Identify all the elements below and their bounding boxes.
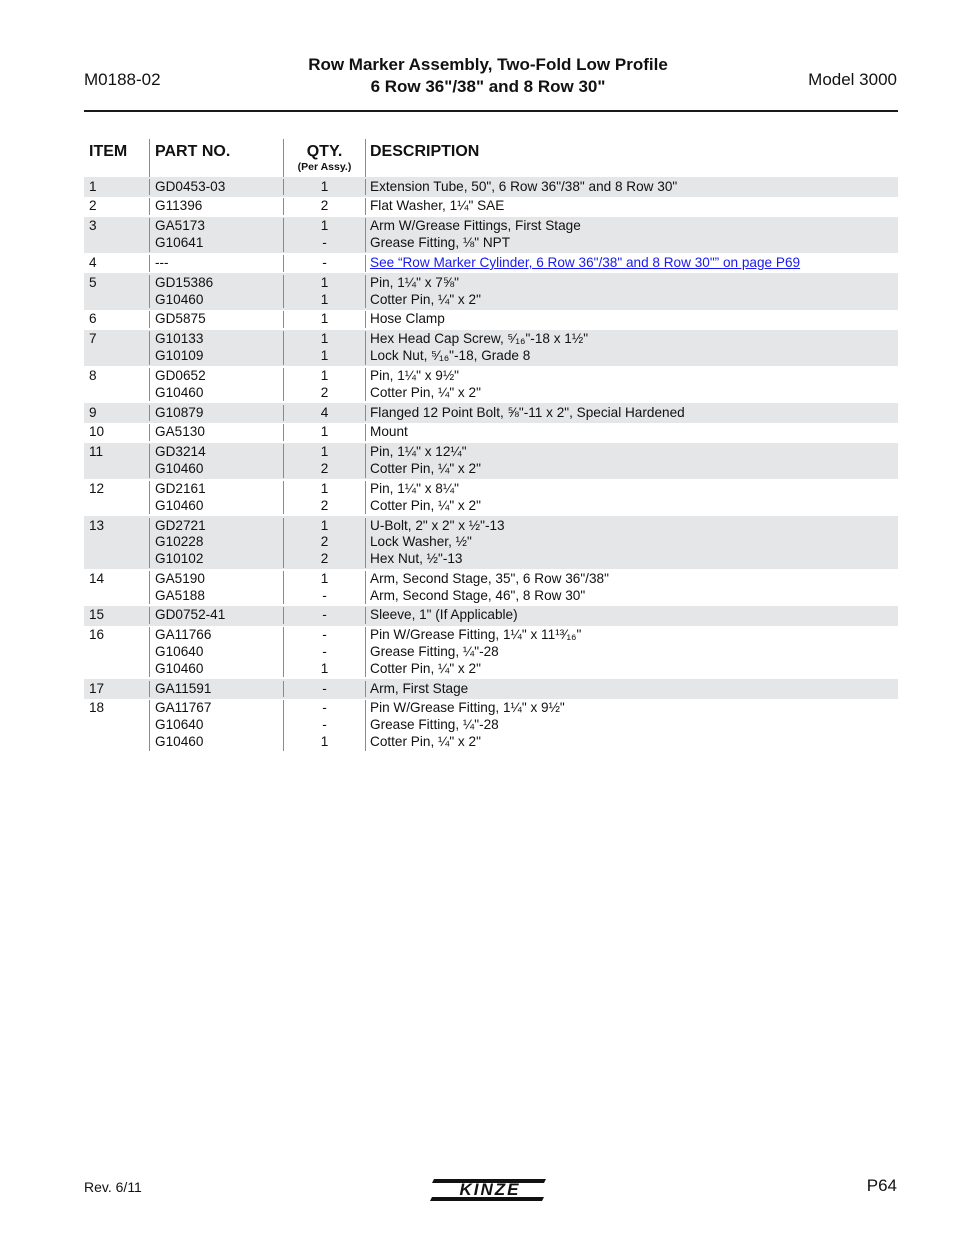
qty-value: 2 bbox=[320, 534, 329, 550]
part-value: G10640 bbox=[155, 643, 204, 659]
item-cell bbox=[84, 198, 149, 215]
parts-table bbox=[84, 139, 898, 752]
item-number: 10 bbox=[89, 424, 105, 440]
table-header bbox=[84, 139, 898, 177]
desc-value: Arm W/Grease Fittings, First Stage bbox=[370, 218, 581, 234]
desc-value: Grease Fitting, ¼"-28 bbox=[370, 643, 499, 659]
item-cell bbox=[84, 218, 149, 251]
desc-value: Mount bbox=[370, 424, 408, 440]
part-value: GD3214 bbox=[155, 444, 206, 460]
part-value: GD0752-41 bbox=[155, 607, 226, 623]
table-row bbox=[84, 606, 898, 626]
qty-value: - bbox=[322, 643, 327, 659]
part-cell bbox=[149, 368, 283, 401]
table-row bbox=[84, 197, 898, 217]
part-value: GD2161 bbox=[155, 480, 206, 496]
col-header-qty-label: QTY. bbox=[306, 143, 343, 160]
table-body bbox=[84, 177, 898, 752]
part-cell bbox=[149, 700, 283, 750]
qty-cell bbox=[283, 198, 365, 215]
qty-value: 2 bbox=[320, 461, 329, 477]
table-row bbox=[84, 310, 898, 330]
part-cell bbox=[149, 275, 283, 308]
part-cell bbox=[149, 518, 283, 568]
desc-cell bbox=[365, 571, 898, 604]
part-value: G10879 bbox=[155, 404, 204, 420]
item-cell bbox=[84, 700, 149, 750]
qty-cell bbox=[283, 218, 365, 251]
part-cell bbox=[149, 481, 283, 514]
desc-value: Arm, First Stage bbox=[370, 680, 469, 696]
part-value: GD0453-03 bbox=[155, 178, 226, 194]
qty-value: 1 bbox=[320, 480, 329, 496]
qty-value: 1 bbox=[320, 348, 329, 364]
item-number: 8 bbox=[89, 367, 97, 383]
item-cell bbox=[84, 424, 149, 441]
qty-value: 1 bbox=[320, 331, 329, 347]
table-row bbox=[84, 423, 898, 443]
qty-value: 1 bbox=[320, 218, 329, 234]
item-number: 7 bbox=[89, 331, 97, 347]
qty-value: - bbox=[322, 587, 327, 603]
desc-cell bbox=[365, 218, 898, 251]
desc-cell bbox=[365, 255, 898, 272]
qty-cell bbox=[283, 275, 365, 308]
item-cell bbox=[84, 368, 149, 401]
desc-value: Pin, 1¼" x 9½" bbox=[370, 367, 459, 383]
part-value: G11396 bbox=[155, 198, 203, 214]
item-cell bbox=[84, 571, 149, 604]
desc-value: Grease Fitting, ⅛" NPT bbox=[370, 235, 511, 251]
qty-value: 2 bbox=[320, 384, 329, 400]
part-value: --- bbox=[155, 254, 169, 270]
desc-value: Flanged 12 Point Bolt, ⅝"-11 x 2", Special Hardened bbox=[370, 404, 685, 420]
item-number: 9 bbox=[89, 404, 97, 420]
qty-cell bbox=[283, 518, 365, 568]
desc-value: Arm, Second Stage, 46", 8 Row 30" bbox=[370, 587, 586, 603]
part-cell bbox=[149, 627, 283, 677]
revision-label: Rev. 6/11 bbox=[84, 1179, 142, 1195]
item-number: 13 bbox=[89, 517, 105, 533]
qty-value: 1 bbox=[320, 274, 329, 290]
item-cell bbox=[84, 179, 149, 196]
part-cell bbox=[149, 255, 283, 272]
part-value: GA5173 bbox=[155, 218, 205, 234]
item-cell bbox=[84, 481, 149, 514]
qty-value: 4 bbox=[320, 404, 329, 420]
desc-value: Grease Fitting, ¼"-28 bbox=[370, 717, 499, 733]
part-value: GA11766 bbox=[155, 627, 212, 643]
table-row bbox=[84, 366, 898, 403]
desc-cell bbox=[365, 311, 898, 328]
part-value: G10460 bbox=[155, 461, 204, 477]
table-row bbox=[84, 569, 898, 606]
desc-value: Hose Clamp bbox=[370, 311, 445, 327]
item-number: 16 bbox=[89, 627, 105, 643]
qty-value: 2 bbox=[320, 198, 329, 214]
desc-value: Flat Washer, 1¼" SAE bbox=[370, 198, 505, 214]
qty-value: 1 bbox=[320, 424, 329, 440]
table-row bbox=[84, 699, 898, 752]
part-cell bbox=[149, 607, 283, 624]
desc-cell bbox=[365, 331, 898, 364]
part-value: GA5190 bbox=[155, 570, 205, 586]
desc-value: Lock Nut, ⁵⁄₁₆"-18, Grade 8 bbox=[370, 348, 531, 364]
item-cell bbox=[84, 255, 149, 272]
part-value: G10109 bbox=[155, 348, 204, 364]
desc-cell bbox=[365, 368, 898, 401]
item-number: 2 bbox=[89, 198, 97, 214]
kinze-logo bbox=[430, 1175, 550, 1205]
qty-value: - bbox=[322, 627, 327, 643]
desc-value: Cotter Pin, ¼" x 2" bbox=[370, 497, 481, 513]
item-number: 4 bbox=[89, 254, 97, 270]
col-header-qty-sub: (Per Assy.) bbox=[297, 161, 352, 173]
qty-cell bbox=[283, 627, 365, 677]
table-row bbox=[84, 516, 898, 569]
qty-cell bbox=[283, 571, 365, 604]
item-cell bbox=[84, 311, 149, 328]
desc-value: Cotter Pin, ¼" x 2" bbox=[370, 733, 481, 749]
desc-cell bbox=[365, 179, 898, 196]
item-cell bbox=[84, 607, 149, 624]
qty-value: 1 bbox=[320, 570, 329, 586]
qty-value: 1 bbox=[320, 291, 329, 307]
desc-value: Cotter Pin, ¼" x 2" bbox=[370, 384, 481, 400]
qty-value: 2 bbox=[320, 497, 329, 513]
qty-value: 1 bbox=[320, 444, 329, 460]
part-value: GD0652 bbox=[155, 367, 206, 383]
part-cell bbox=[149, 218, 283, 251]
col-header-item: ITEM bbox=[89, 143, 128, 160]
page-number: P64 bbox=[866, 1176, 897, 1195]
desc-cell bbox=[365, 627, 898, 677]
model-label: Model 3000 bbox=[808, 70, 897, 89]
qty-value: - bbox=[322, 680, 327, 696]
desc-value: Lock Washer, ½" bbox=[370, 534, 472, 550]
desc-value: Hex Nut, ½"-13 bbox=[370, 550, 463, 566]
part-value: G10460 bbox=[155, 733, 204, 749]
item-cell bbox=[84, 405, 149, 422]
part-cell bbox=[149, 198, 283, 215]
part-value: GD15386 bbox=[155, 274, 214, 290]
part-value: GD5875 bbox=[155, 311, 206, 327]
col-header-desc: DESCRIPTION bbox=[365, 139, 898, 177]
desc-cell bbox=[365, 607, 898, 624]
qty-cell bbox=[283, 311, 365, 328]
qty-value: 1 bbox=[320, 178, 329, 194]
part-value: G10460 bbox=[155, 660, 204, 676]
cross-reference-link[interactable]: See “Row Marker Cylinder, 6 Row 36"/38" and 8 Row 30"” on page P69 bbox=[370, 254, 801, 270]
item-number: 15 bbox=[89, 607, 105, 623]
table-row bbox=[84, 479, 898, 516]
table-row bbox=[84, 679, 898, 699]
qty-cell bbox=[283, 481, 365, 514]
part-cell bbox=[149, 405, 283, 422]
svg-text:KINZE: KINZE bbox=[459, 1180, 521, 1199]
qty-cell bbox=[283, 331, 365, 364]
desc-value: Arm, Second Stage, 35", 6 Row 36"/38" bbox=[370, 570, 609, 586]
table-row bbox=[84, 217, 898, 254]
part-value: GA5188 bbox=[155, 587, 205, 603]
item-cell bbox=[84, 518, 149, 568]
desc-cell bbox=[365, 700, 898, 750]
part-cell bbox=[149, 444, 283, 477]
doc-number: M0188-02 bbox=[84, 70, 161, 89]
part-value: G10133 bbox=[155, 331, 204, 347]
qty-value: 1 bbox=[320, 517, 329, 533]
item-number: 5 bbox=[89, 274, 97, 290]
qty-cell bbox=[283, 368, 365, 401]
desc-value: Pin, 1¼" x 12¼" bbox=[370, 444, 467, 460]
desc-value: U-Bolt, 2" x 2" x ½"-13 bbox=[370, 517, 505, 533]
desc-value: Cotter Pin, ¼" x 2" bbox=[370, 461, 481, 477]
part-value: GA11767 bbox=[155, 700, 212, 716]
desc-cell bbox=[365, 481, 898, 514]
part-value: G10102 bbox=[155, 550, 204, 566]
col-header-qty bbox=[283, 139, 365, 177]
desc-cell bbox=[365, 681, 898, 698]
qty-cell bbox=[283, 681, 365, 698]
item-cell bbox=[84, 627, 149, 677]
desc-value: Pin, 1¼" x 7⅝" bbox=[370, 274, 459, 290]
desc-cell bbox=[365, 405, 898, 422]
item-cell bbox=[84, 275, 149, 308]
item-cell bbox=[84, 681, 149, 698]
item-number: 14 bbox=[89, 570, 105, 586]
table-row bbox=[84, 177, 898, 197]
table-row bbox=[84, 273, 898, 310]
desc-value: Hex Head Cap Screw, ⁵⁄₁₆"-18 x 1½" bbox=[370, 331, 589, 347]
qty-cell bbox=[283, 444, 365, 477]
header-rule bbox=[84, 110, 898, 112]
title-line-2: 6 Row 36"/38" and 8 Row 30" bbox=[370, 77, 606, 96]
qty-cell bbox=[283, 405, 365, 422]
qty-value: 1 bbox=[320, 733, 329, 749]
col-header-part: PART NO. bbox=[149, 139, 283, 177]
desc-cell bbox=[365, 444, 898, 477]
qty-cell bbox=[283, 179, 365, 196]
qty-value: - bbox=[322, 254, 327, 270]
item-number: 17 bbox=[89, 680, 105, 696]
qty-value: - bbox=[322, 700, 327, 716]
part-cell bbox=[149, 179, 283, 196]
part-value: GA11591 bbox=[155, 680, 212, 696]
part-value: G10460 bbox=[155, 384, 204, 400]
table-row bbox=[84, 253, 898, 273]
desc-cell bbox=[365, 424, 898, 441]
qty-cell bbox=[283, 255, 365, 272]
qty-value: 1 bbox=[320, 367, 329, 383]
part-value: G10460 bbox=[155, 291, 204, 307]
title-line-1: Row Marker Assembly, Two-Fold Low Profile bbox=[308, 55, 668, 74]
table-row bbox=[84, 330, 898, 367]
part-cell bbox=[149, 681, 283, 698]
page-title bbox=[250, 54, 726, 98]
part-value: G10228 bbox=[155, 534, 204, 550]
qty-cell bbox=[283, 700, 365, 750]
item-cell bbox=[84, 444, 149, 477]
item-number: 3 bbox=[89, 218, 97, 234]
part-cell bbox=[149, 331, 283, 364]
part-value: GA5130 bbox=[155, 424, 205, 440]
qty-value: 1 bbox=[320, 311, 329, 327]
qty-value: 1 bbox=[320, 660, 329, 676]
desc-value: Pin, 1¼" x 8¼" bbox=[370, 480, 459, 496]
item-number: 6 bbox=[89, 311, 97, 327]
part-value: GD2721 bbox=[155, 517, 206, 533]
qty-value: - bbox=[322, 607, 327, 623]
item-number: 12 bbox=[89, 480, 105, 496]
item-number: 18 bbox=[89, 700, 105, 716]
item-cell bbox=[84, 331, 149, 364]
qty-cell bbox=[283, 424, 365, 441]
desc-value: Extension Tube, 50", 6 Row 36"/38" and 8 Row 30" bbox=[370, 178, 678, 194]
part-cell bbox=[149, 571, 283, 604]
desc-value: Cotter Pin, ¼" x 2" bbox=[370, 660, 481, 676]
desc-cell bbox=[365, 275, 898, 308]
qty-value: 2 bbox=[320, 550, 329, 566]
desc-cell bbox=[365, 198, 898, 215]
desc-cell bbox=[365, 518, 898, 568]
table-row bbox=[84, 443, 898, 480]
desc-value: Pin W/Grease Fitting, 1¼" x 11¹³⁄₁₆" bbox=[370, 627, 582, 643]
part-cell bbox=[149, 311, 283, 328]
part-value: G10640 bbox=[155, 717, 204, 733]
part-value: G10641 bbox=[155, 235, 204, 251]
qty-value: - bbox=[322, 717, 327, 733]
item-number: 11 bbox=[89, 444, 104, 460]
qty-cell bbox=[283, 607, 365, 624]
part-value: G10460 bbox=[155, 497, 204, 513]
desc-value: Pin W/Grease Fitting, 1¼" x 9½" bbox=[370, 700, 565, 716]
qty-value: - bbox=[322, 235, 327, 251]
desc-value: Sleeve, 1" (If Applicable) bbox=[370, 607, 518, 623]
part-cell bbox=[149, 424, 283, 441]
table-row bbox=[84, 626, 898, 679]
item-number: 1 bbox=[89, 178, 97, 194]
desc-value: Cotter Pin, ¼" x 2" bbox=[370, 291, 481, 307]
table-row bbox=[84, 403, 898, 423]
